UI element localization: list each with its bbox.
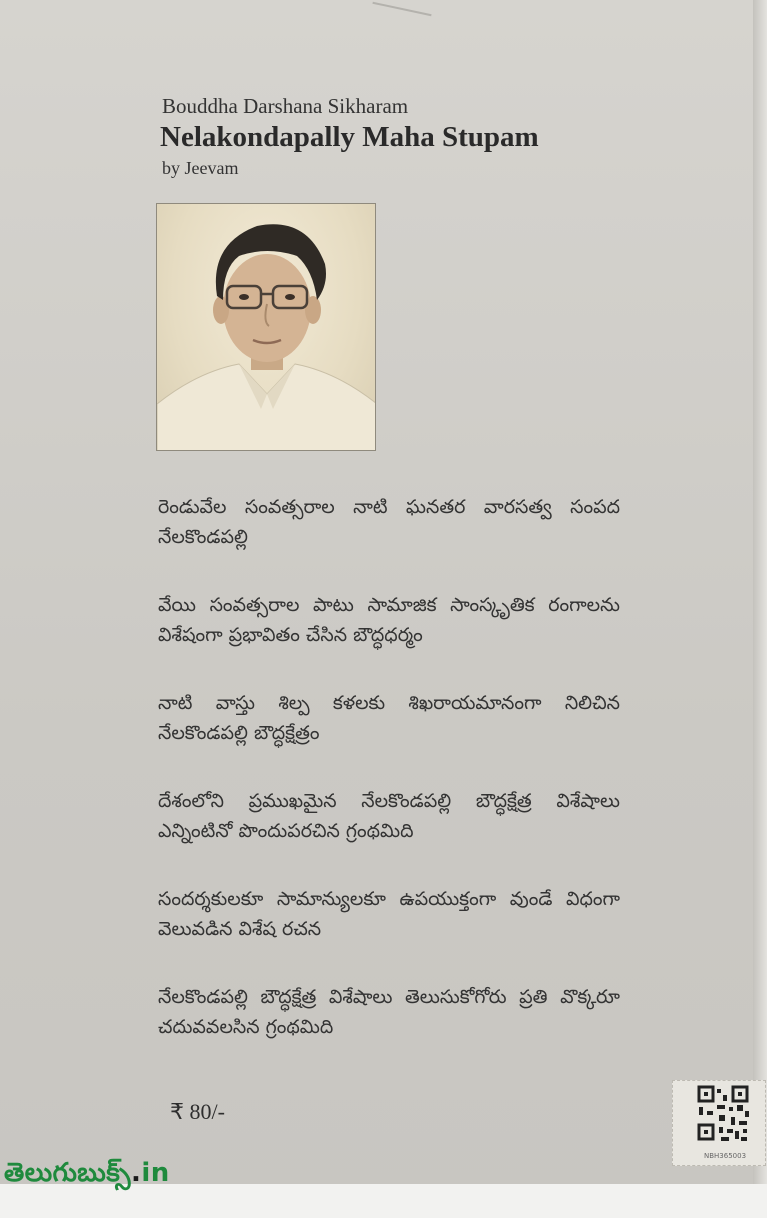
- cover-edge: [753, 0, 767, 1218]
- blurb-paragraph: సందర్శకులకూ సామాన్యులకూ ఉపయుక్తంగా వుండే విధంగా వెలువడిన విశేష రచన: [158, 888, 620, 940]
- watermark-dot: .: [130, 1158, 142, 1188]
- blurb-paragraph: రెండువేల సంవత్సరాల నాటి ఘనతర వారసత్వ సంపద నేలకొండపల్లి: [158, 496, 620, 548]
- site-watermark: [4, 1158, 170, 1194]
- blurb-paragraph: వేయి సంవత్సరాల పాటు సామాజిక సాంస్కృతిక రంగాలను విశేషంగా ప్రభావితం చేసిన బౌద్ధధర్మం: [158, 594, 620, 646]
- author-portrait-illustration: [157, 204, 376, 451]
- blurb-paragraph: దేశంలోని ప్రముఖమైన నేలకొండపల్లి బౌద్ధక్షేత్ర విశేషాలు ఎన్నింటినో పొందుపరచిన గ్రంథమిది: [158, 790, 620, 842]
- blurb-paragraph: నాటి వాస్తు శిల్ప కళలకు శిఖరాయమానంగా నిలిచిన నేలకొండపల్లి బౌద్ధక్షేత్రం: [158, 692, 620, 744]
- blurb-paragraph: నేలకొండపల్లి బౌద్ధక్షేత్ర విశేషాలు తెలుసుకోగోరు ప్రతి వొక్కరూ చదువవలసిన గ్రంథమిది: [158, 986, 620, 1038]
- author-photo: [156, 203, 376, 451]
- back-cover-blurb: [158, 492, 620, 1080]
- series-title: Bouddha Darshana Sikharam: [162, 94, 409, 118]
- watermark-brand: తెలుగుబుక్స్: [4, 1158, 131, 1188]
- qr-code-label: NBH365003: [704, 1152, 747, 1160]
- watermark-domain: in: [141, 1158, 170, 1188]
- book-title: Nelakondapally Maha Stupam: [160, 121, 539, 153]
- price-label: ₹ 80/-: [170, 1099, 225, 1124]
- author-line: by Jeevam: [162, 158, 239, 178]
